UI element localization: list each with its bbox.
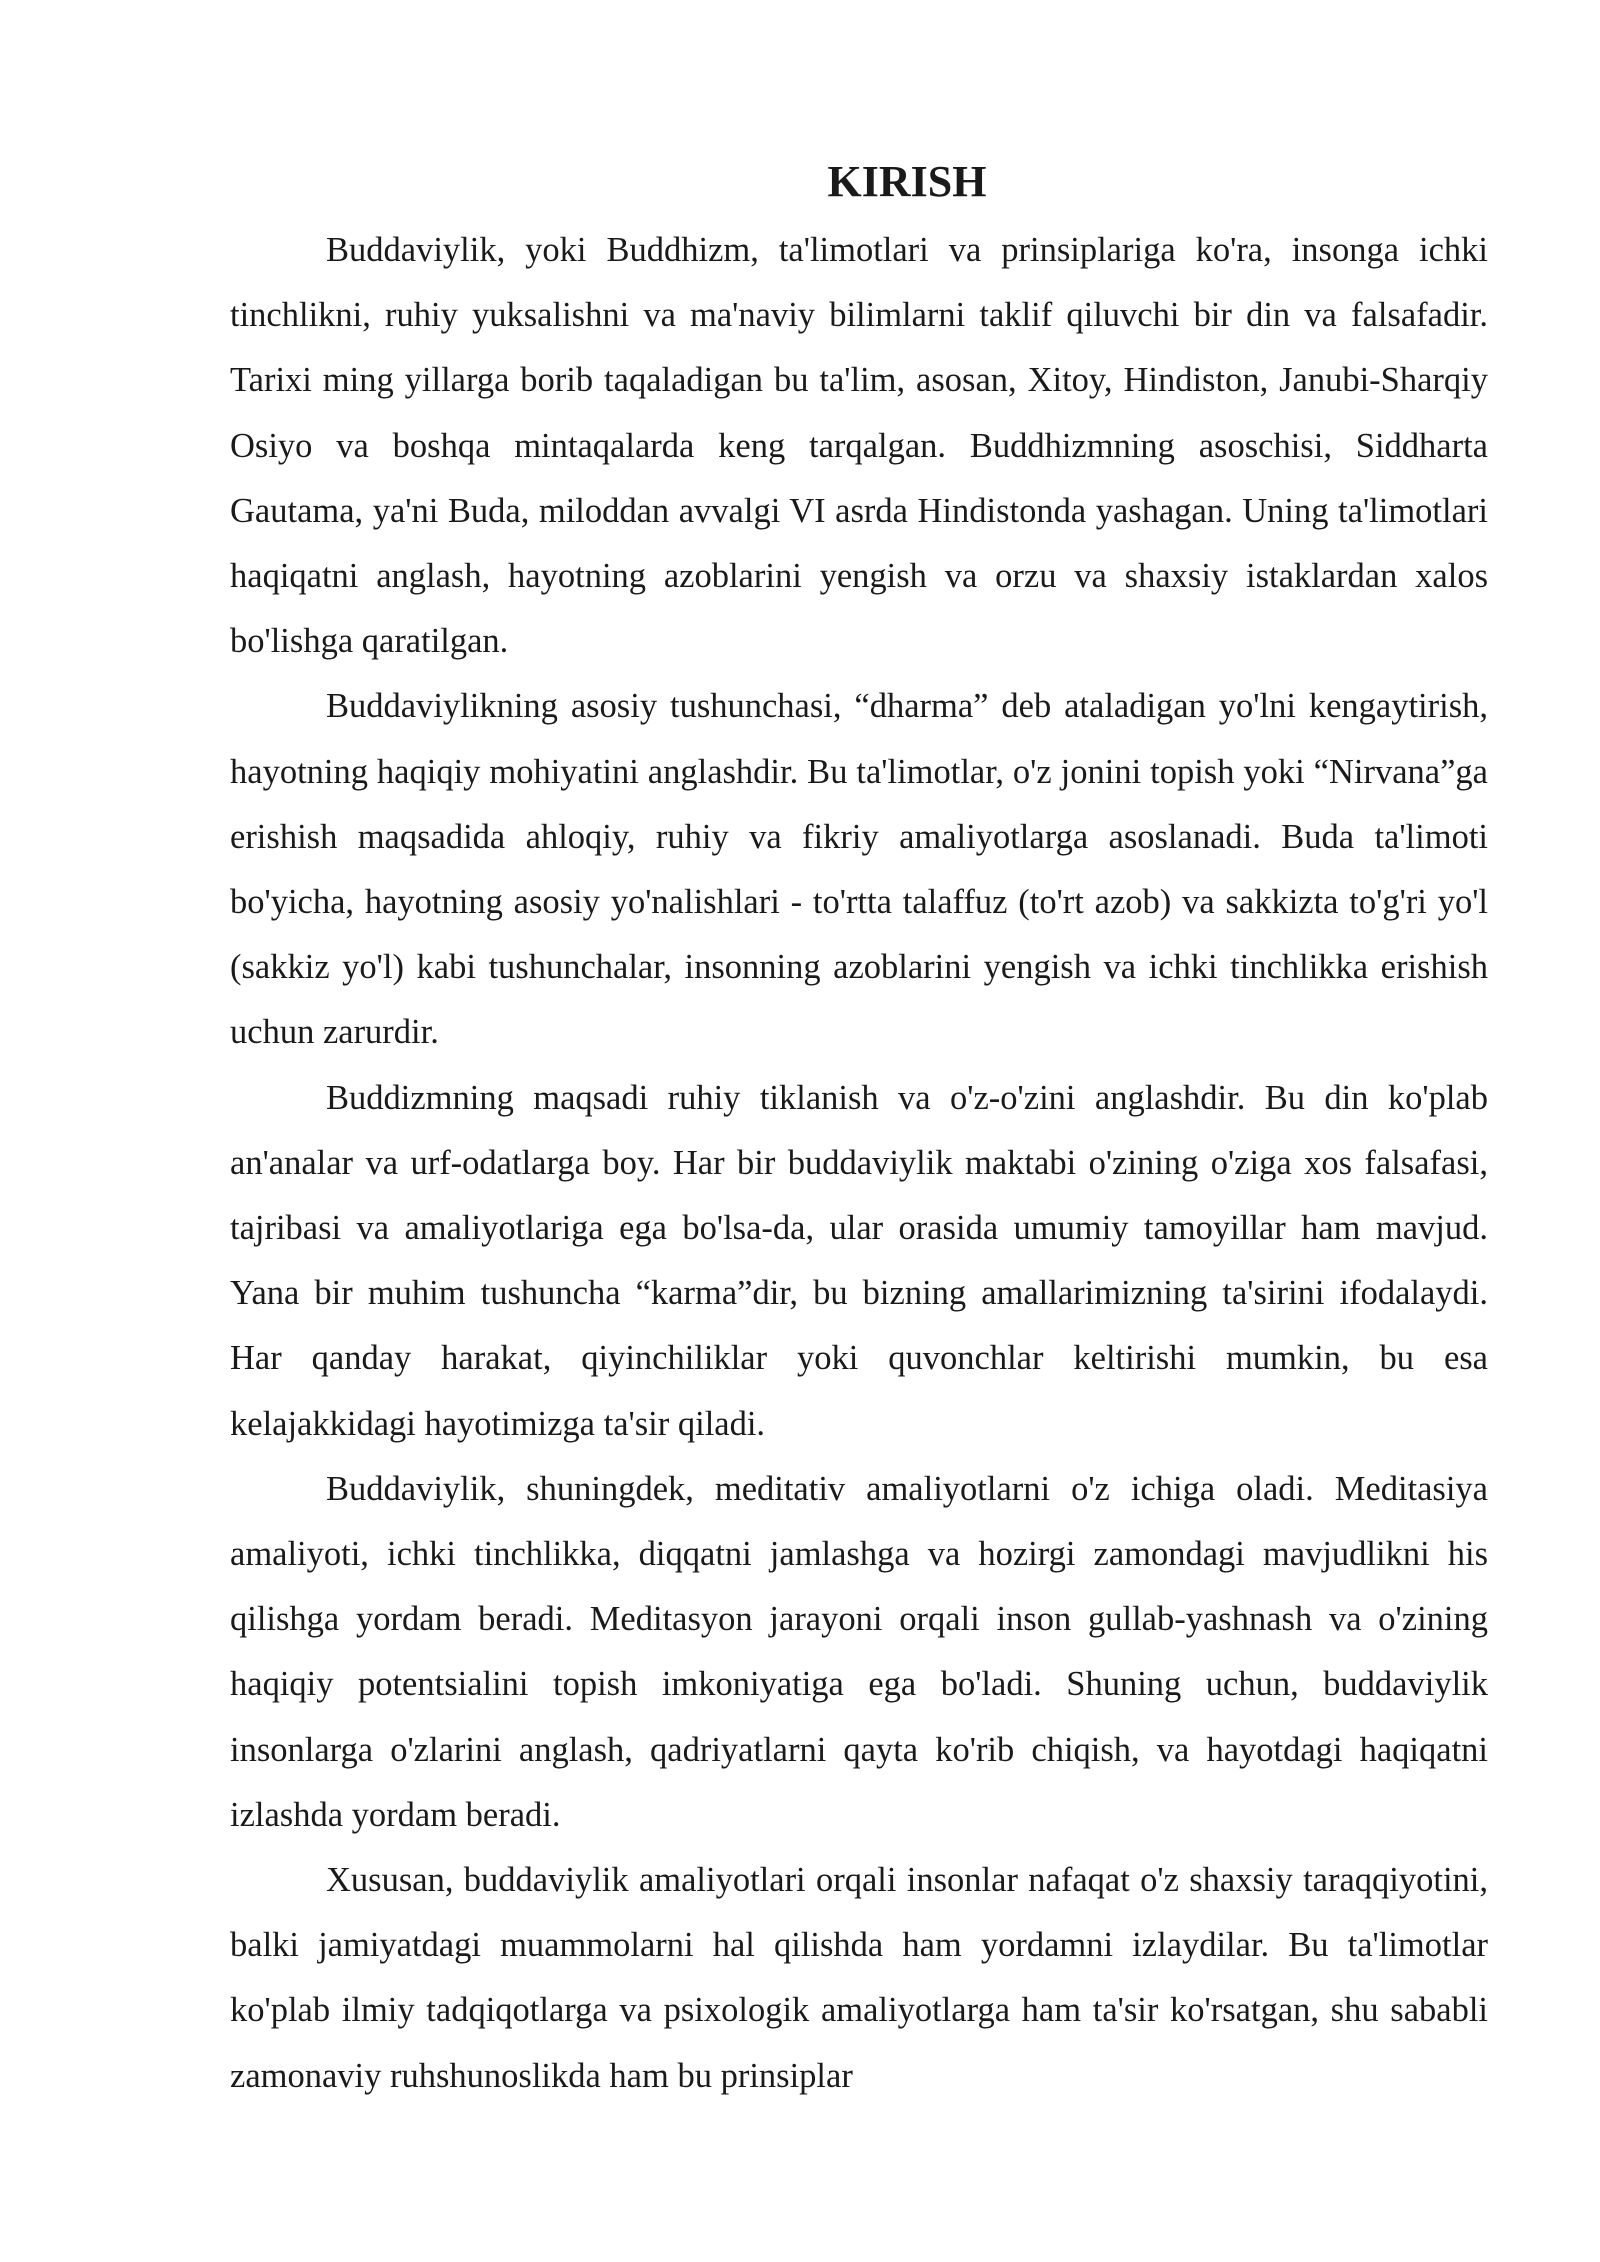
paragraph-4: Buddaviylik, shuningdek, meditativ amaliyotlarni o'z ichiga oladi. Meditasiya amaliyoti, ichki tinchlikka, diqqatni jamlashga va hozirgi zamondagi mavjudlikni his qilishga yordam beradi. Meditasyon jarayoni orqali inson gullab-yashnash va o'zining haqiqiy potentsialini topish imkoniyatiga ega bo'ladi. Shuning uchun, buddaviylik insonlarga o'zlarini anglash, qadriyatlarni qayta ko'rib chiqish, va hayotdagi haqiqatni izlashda yordam beradi. xyxy=(230,1469,1488,1834)
paragraph-5: Xususan, buddaviylik amaliyotlari orqali insonlar nafaqat o'z shaxsiy taraqqiyotini, balki jamiyatdagi muammolarni hal qilishda ham yordamni izlaydilar. Bu ta'limotlar ko'plab ilmiy tadqiqotlarga va psixologik amaliyotlarga ham ta'sir ko'rsatgan, shu sababli zamonaviy ruhshunoslikda ham bu prinsiplar xyxy=(230,1861,1488,2095)
document-page xyxy=(230,150,1488,2109)
paragraph-3: Buddizmning maqsadi ruhiy tiklanish va o'z-o'zini anglashdir. Bu din ko'plab an'analar va urf-odatlarga boy. Har bir buddaviylik maktabi o'zining o'ziga xos falsafasi, tajribasi va amaliyotlariga ega bo'lsa-da, ular orasida umumiy tamoyillar ham mavjud. Yana bir muhim tushuncha “karma”dir, bu bizning amallarimizning ta'sirini ifodalaydi. Har qanday harakat, qiyinchiliklar yoki quvonchlar keltirishi mumkin, bu esa kelajakkidagi hayotimizga ta'sir qiladi. xyxy=(230,1078,1488,1443)
page-title: KIRISH xyxy=(827,157,987,206)
paragraph-1: Buddaviylik, yoki Buddhizm, ta'limotlari va prinsiplariga ko'ra, insonga ichki tinchlikni, ruhiy yuksalishni va ma'naviy bilimlarni taklif qiluvchi bir din va falsafadir. Tarixi ming yillarga borib taqaladigan bu ta'lim, asosan, Xitoy, Hindiston, Janubi-Sharqiy Osiyo va boshqa mintaqalarda keng tarqalgan. Buddhizmning asoschisi, Siddharta Gautama, ya'ni Buda, miloddan avvalgi VI asrda Hindistonda yashagan. Uning ta'limotlari haqiqatni anglash, hayotning azoblarini yengish va orzu va shaxsiy istaklardan xalos bo'lishga qaratilgan. xyxy=(230,231,1488,661)
paragraph-2: Buddaviylikning asosiy tushunchasi, “dharma” deb ataladigan yo'lni kengaytirish, hayotning haqiqiy mohiyatini anglashdir. Bu ta'limotlar, o'z jonini topish yoki “Nirvana”ga erishish maqsadida ahloqiy, ruhiy va fikriy amaliyotlarga asoslanadi. Buda ta'limoti bo'yicha, hayotning asosiy yo'nalishlari - to'rtta talaffuz (to'rt azob) va sakkizta to'g'ri yo'l (sakkiz yo'l) kabi tushunchalar, insonning azoblarini yengish va ichki tinchlikka erishish uchun zarurdir. xyxy=(230,687,1488,1052)
